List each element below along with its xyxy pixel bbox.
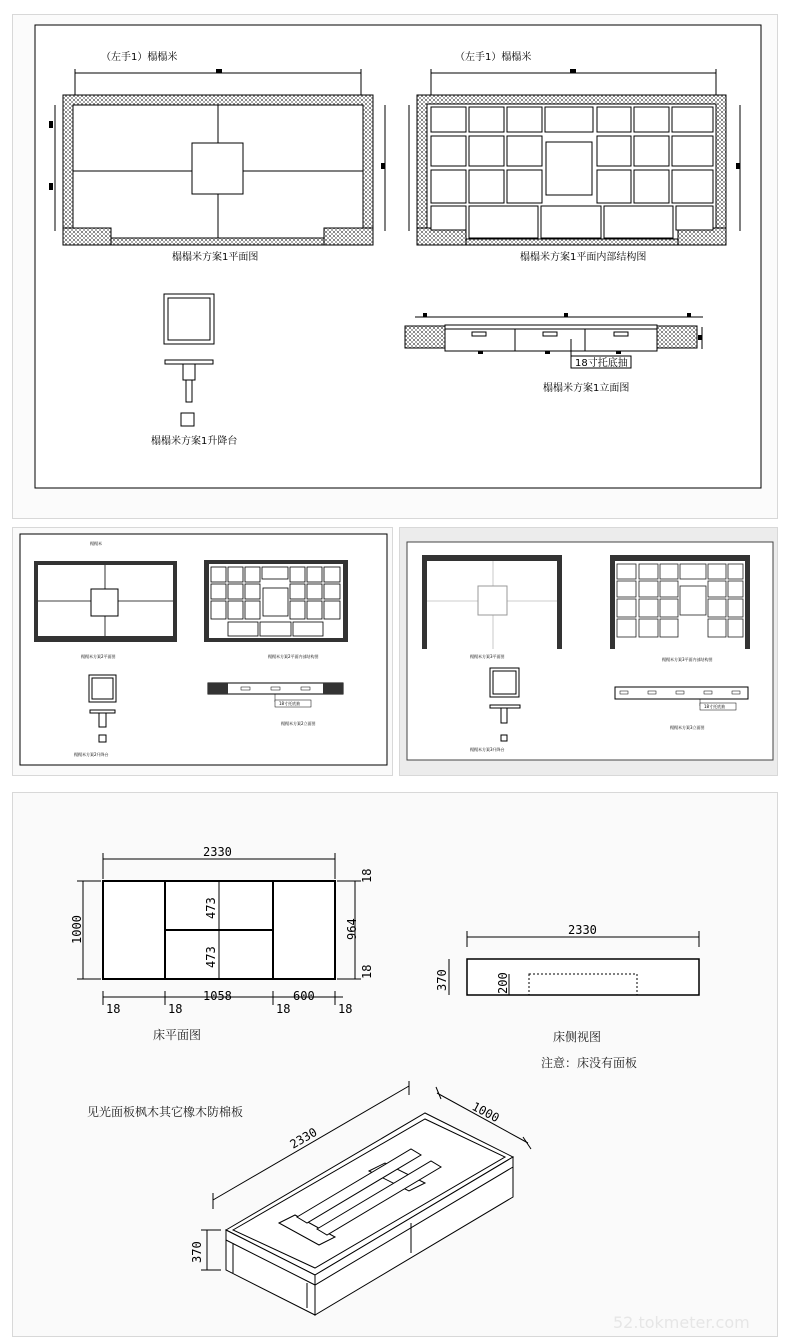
bed-drawing-panel	[12, 792, 778, 1337]
dim-right: 600	[293, 989, 315, 1003]
dim-inner-depth: 964	[345, 918, 359, 940]
scheme3-drawing	[400, 528, 779, 777]
top-label: 榻榻米	[90, 541, 102, 546]
plan-view	[422, 555, 562, 659]
caption-structure: 榻榻米方案2平面内部结构图	[268, 654, 319, 659]
dim-t-d: 18	[338, 1002, 353, 1016]
dim-t-b: 18	[168, 1002, 183, 1016]
drawer-label: 18寸托底抽	[279, 701, 301, 706]
scheme2-drawing	[13, 528, 394, 777]
dim-depth: 1000	[70, 915, 84, 944]
structure-view	[610, 555, 750, 662]
dim-cell-1: 473	[204, 897, 218, 919]
watermark: 52.tokmeter.com	[613, 1313, 750, 1332]
scheme1-drawing	[13, 15, 779, 520]
dim-mid: 1058	[203, 989, 232, 1003]
bed-drawing	[13, 793, 779, 1338]
plan-title-right: （左手1）榻榻米	[455, 52, 532, 63]
plan-title-left: （左手1）榻榻米	[101, 52, 178, 63]
scheme3-drawing-panel	[399, 527, 778, 776]
drawer-label: 18寸托底抽	[704, 704, 726, 709]
caption-plan: 榻榻米方案2平面图	[81, 654, 116, 659]
iso-width: 1000	[469, 1099, 502, 1126]
caption-lift: 榻榻米方案2升降台	[74, 752, 109, 757]
dim-t-c: 18	[276, 1002, 291, 1016]
note-side: 注意：床没有面板	[541, 1056, 638, 1070]
iso-length: 2330	[287, 1125, 320, 1152]
drawing-frame	[35, 25, 761, 488]
caption-plan: 榻榻米方案3平面图	[470, 654, 505, 659]
dim-t-bottom: 18	[360, 964, 374, 979]
drawer-label: 18寸托底抽	[575, 358, 628, 369]
bed-side-view	[435, 923, 699, 1070]
caption-side: 床侧视图	[553, 1030, 602, 1044]
scheme2-drawing-panel	[12, 527, 393, 776]
caption-lift: 榻榻米方案1升降台	[151, 436, 238, 447]
caption-plan: 床平面图	[153, 1028, 202, 1042]
side-height: 370	[435, 969, 449, 991]
caption-elevation: 榻榻米方案3立面图	[670, 725, 705, 730]
dim-t-a: 18	[106, 1002, 121, 1016]
caption-elevation: 榻榻米方案1立面图	[543, 383, 630, 394]
caption-elevation: 榻榻米方案2立面图	[281, 721, 316, 726]
caption-lift: 榻榻米方案3升降台	[470, 747, 505, 752]
side-width: 2330	[568, 923, 597, 937]
caption-structure: 榻榻米方案1平面内部结构图	[520, 252, 647, 263]
side-inner: 200	[496, 972, 510, 994]
caption-plan: 榻榻米方案1平面图	[172, 252, 259, 263]
dim-cell-2: 473	[204, 946, 218, 968]
caption-structure: 榻榻米方案3平面内部结构图	[662, 657, 713, 662]
scheme1-drawing-panel	[12, 14, 778, 519]
dim-t-top: 18	[360, 868, 374, 883]
dim-total-width: 2330	[203, 845, 232, 859]
bed-plan-view	[70, 845, 374, 1042]
iso-height: 370	[190, 1241, 204, 1263]
note-material: 见光面板枫木其它橡木防棉板	[87, 1105, 244, 1119]
